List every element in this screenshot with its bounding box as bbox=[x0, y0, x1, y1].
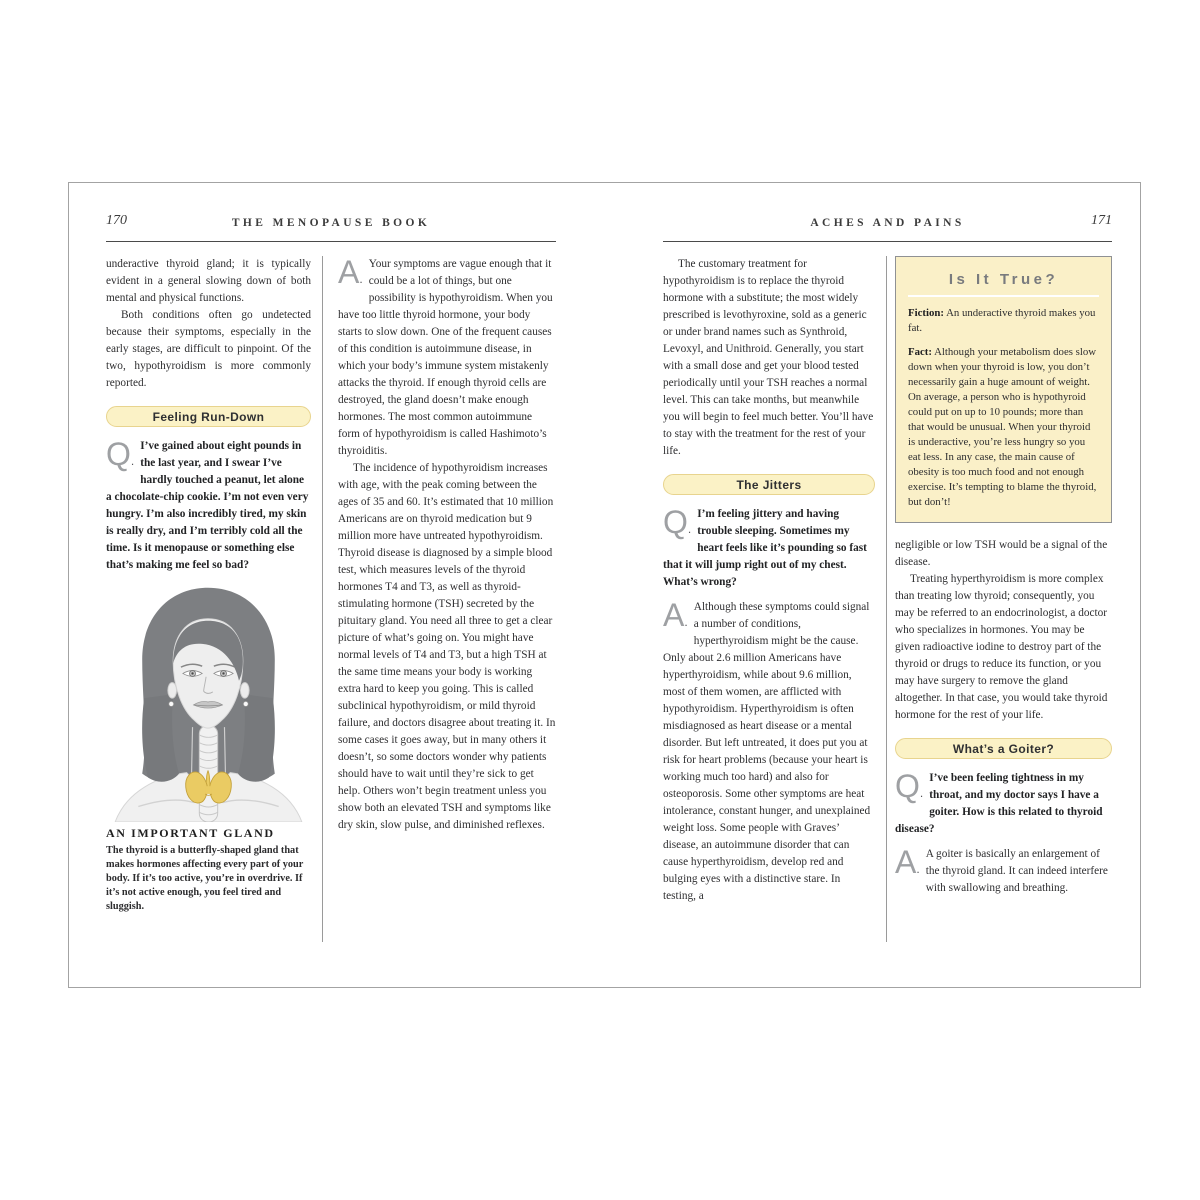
q-dropcap: Q. bbox=[106, 436, 135, 472]
section-pill-feeling-run-down: Feeling Run-Down bbox=[106, 406, 311, 427]
question-block bbox=[106, 438, 311, 574]
q-dropcap: Q. bbox=[895, 768, 924, 804]
column-divider bbox=[886, 256, 887, 942]
section-pill-whats-a-goiter: What’s a Goiter? bbox=[895, 738, 1112, 759]
answer-block bbox=[338, 256, 556, 834]
answer-block bbox=[663, 599, 875, 905]
paragraph: The customary treatment for hypothyroidism is to replace the thyroid hormone with a substitute; the most widely prescribed is levothyroxine, sold as a generic or under brand names such as Synthroid, Levoxyl, and Unithroid. Generally, you start with a small dose and get your blood tested periodically until your TSH reaches a normal level. This can take months, but meanwhile you will begin to feel much better. You’ll have to stay with the treatment for the rest of your life. bbox=[663, 258, 874, 457]
page-171 bbox=[663, 213, 1112, 942]
question-block bbox=[663, 506, 875, 591]
figure-caption-text: The thyroid is a butterfly-shaped gland that makes hormones affecting every part of your body. If it’s too active, you’re in overdrive. If it’s not active enough, you feel tired and sluggish. bbox=[106, 845, 304, 912]
fact-label: Fact: bbox=[908, 346, 932, 358]
fiction-label: Fiction: bbox=[908, 307, 944, 319]
a-dropcap: A. bbox=[895, 844, 920, 880]
q-dropcap: Q. bbox=[663, 504, 692, 540]
column-170-2 bbox=[338, 256, 556, 942]
page-header bbox=[106, 213, 556, 235]
column-171-2 bbox=[895, 256, 1112, 942]
figure-caption-title: AN IMPORTANT GLAND bbox=[106, 826, 275, 840]
paragraph: Both conditions often go undetected because their symptoms, especially in the early stages, are difficult to pinpoint. Of the two, hypothyroidism is more commonly reported. bbox=[106, 309, 311, 389]
answer-block bbox=[895, 846, 1112, 897]
a-dropcap: A. bbox=[663, 597, 688, 633]
answer-text: A. Although these symptoms could signal a number of conditions, hyperthyroidism might be the cause. Only about 2.6 million Americans have hyperthyroidism, while about 9.6 million, most of them women, are afflicted with hypothyroidism. Hyperthyroidism is often misdiagnosed as heart disease or a mental disorder. But left untreated, it does put you at risk for heart problems (because your heart is working much too hard) and also for osteoporosis. Some other symptoms are heat intolerance, constant hunger, and unexplained weight loss. Some people with Graves’ disease, an autoimmune disorder that can cause hyperthyroidism, develop red and bulging eyes with a distinctive stare. In testing, a bbox=[663, 597, 871, 902]
fiction-paragraph: Fiction: An underactive thyroid makes you fat. bbox=[908, 307, 1096, 334]
header-rule bbox=[106, 241, 556, 242]
header-rule bbox=[663, 241, 1112, 242]
thyroid-figure bbox=[106, 582, 311, 914]
answer-text: A. A goiter is basically an enlargement of the thyroid gland. It can indeed interfere with swallowing and breathing. bbox=[895, 844, 1108, 894]
a-dropcap: A. bbox=[338, 256, 363, 290]
question-block bbox=[895, 770, 1112, 838]
running-header: THE MENOPAUSE BOOK bbox=[231, 217, 431, 229]
page-number: 171 bbox=[1091, 213, 1112, 228]
question-text: Q. I’ve been feeling tightness in my throat, and my doctor says I have a goiter. How is this related to thyroid disease? bbox=[895, 768, 1103, 835]
page-number: 170 bbox=[106, 213, 127, 228]
box-title: Is It True? bbox=[948, 271, 1059, 288]
answer-text: The incidence of hypothyroidism increases with age, with the peak coming between the ages of 35 and 60. It’s estimated that 10 million Americans are on thyroid medication but 9 million more have untreated hypothyroidism. Thyroid disease is diagnosed by a simple blood test, which measures levels of the thyroid hormones T4 and T3, as well as thyroid-stimulating hormone (TSH) secreted by the pituitary gland. You need all three to get a clear picture of what’s going on. You might have normal levels of T4 and T3, but a high TSH at the same time means your body is working extra hard to keep you going. This is called subclinical hypothyroidism, or mild thyroid failure, and doctors disagree about treating it. In some cases it goes away, but in many others it doesn’t, so some doctors wonder why patients should have to wait until they’re sick to get help. Others won’t begin treatment unless you show both an elevated TSH and symptoms like dry skin, slow pulse, and diminished reflexes. bbox=[338, 462, 556, 831]
running-header: ACHES AND PAINS bbox=[810, 217, 965, 229]
paragraph: Treating hyperthyroidism is more complex than treating low thyroid; consequently, you may be referred to an endocrinologist, a doctor who specializes in hormones. You may be given radioactive iodine to destroy part of the thyroid or drugs to reduce its function, or you may have surgery to remove the gland altogether. In that case, you would take thyroid hormone for the rest of your life. bbox=[895, 573, 1108, 721]
earring-left bbox=[169, 701, 174, 706]
column-divider bbox=[322, 256, 323, 942]
spread-frame bbox=[68, 182, 1141, 988]
question-text: Q. I’m feeling jittery and having trouble sleeping. Sometimes my heart feels like it’s pounding so fast that it will jump right out of my chest. What’s wrong? bbox=[663, 504, 867, 588]
box-title-rule bbox=[908, 295, 1099, 297]
paragraph: underactive thyroid gland; it is typically evident in a general slowing down of both mental and physical functions. bbox=[106, 258, 311, 304]
fact-paragraph: Fact: Although your metabolism does slow down when your thyroid is low, you don’t necessarily gain a huge amount of weight. On average, a person who is hypothyroid could put on up to 10 pounds; more than that would be unusual. When your thyroid is underactive, you’re less hungry so you eat less. In any case, the main cause of obesity is too much food and not enough exercise. It’s tempting to blame the thyroid, but don’t! bbox=[908, 346, 1097, 508]
is-it-true-box bbox=[895, 256, 1112, 523]
column-170-1 bbox=[106, 256, 311, 942]
answer-text: A. Your symptoms are vague enough that it could be a lot of things, but one possibility is hypothyroidism. When you have too little thyroid hormone, your body starts to slow down. One of the frequent causes of this condition is autoimmune disease, in which your body’s immune system mistakenly attacks the thyroid. If enough thyroid cells are destroyed, the gland doesn’t make enough hormones. The most common autoimmune form of hypothyroidism is called Hashimoto’s thyroiditis. bbox=[338, 256, 553, 457]
page-170 bbox=[106, 213, 556, 942]
earring-right bbox=[243, 701, 248, 706]
question-text: Q. I’ve gained about eight pounds in the last year, and I swear I’ve hardly touched a peanut, let alone a chocolate-chip cookie. I’m not even very hungry. I’m also incredibly tired, my skin is really dry, and I’m terribly cold all the time. Is it menopause or something else that’s making me feel so bad? bbox=[106, 436, 309, 571]
page-header bbox=[663, 213, 1112, 235]
column-171-1 bbox=[663, 256, 875, 942]
thyroid-illustration bbox=[106, 582, 311, 822]
section-pill-the-jitters: The Jitters bbox=[663, 474, 875, 495]
paragraph: negligible or low TSH would be a signal of the disease. bbox=[895, 539, 1108, 568]
